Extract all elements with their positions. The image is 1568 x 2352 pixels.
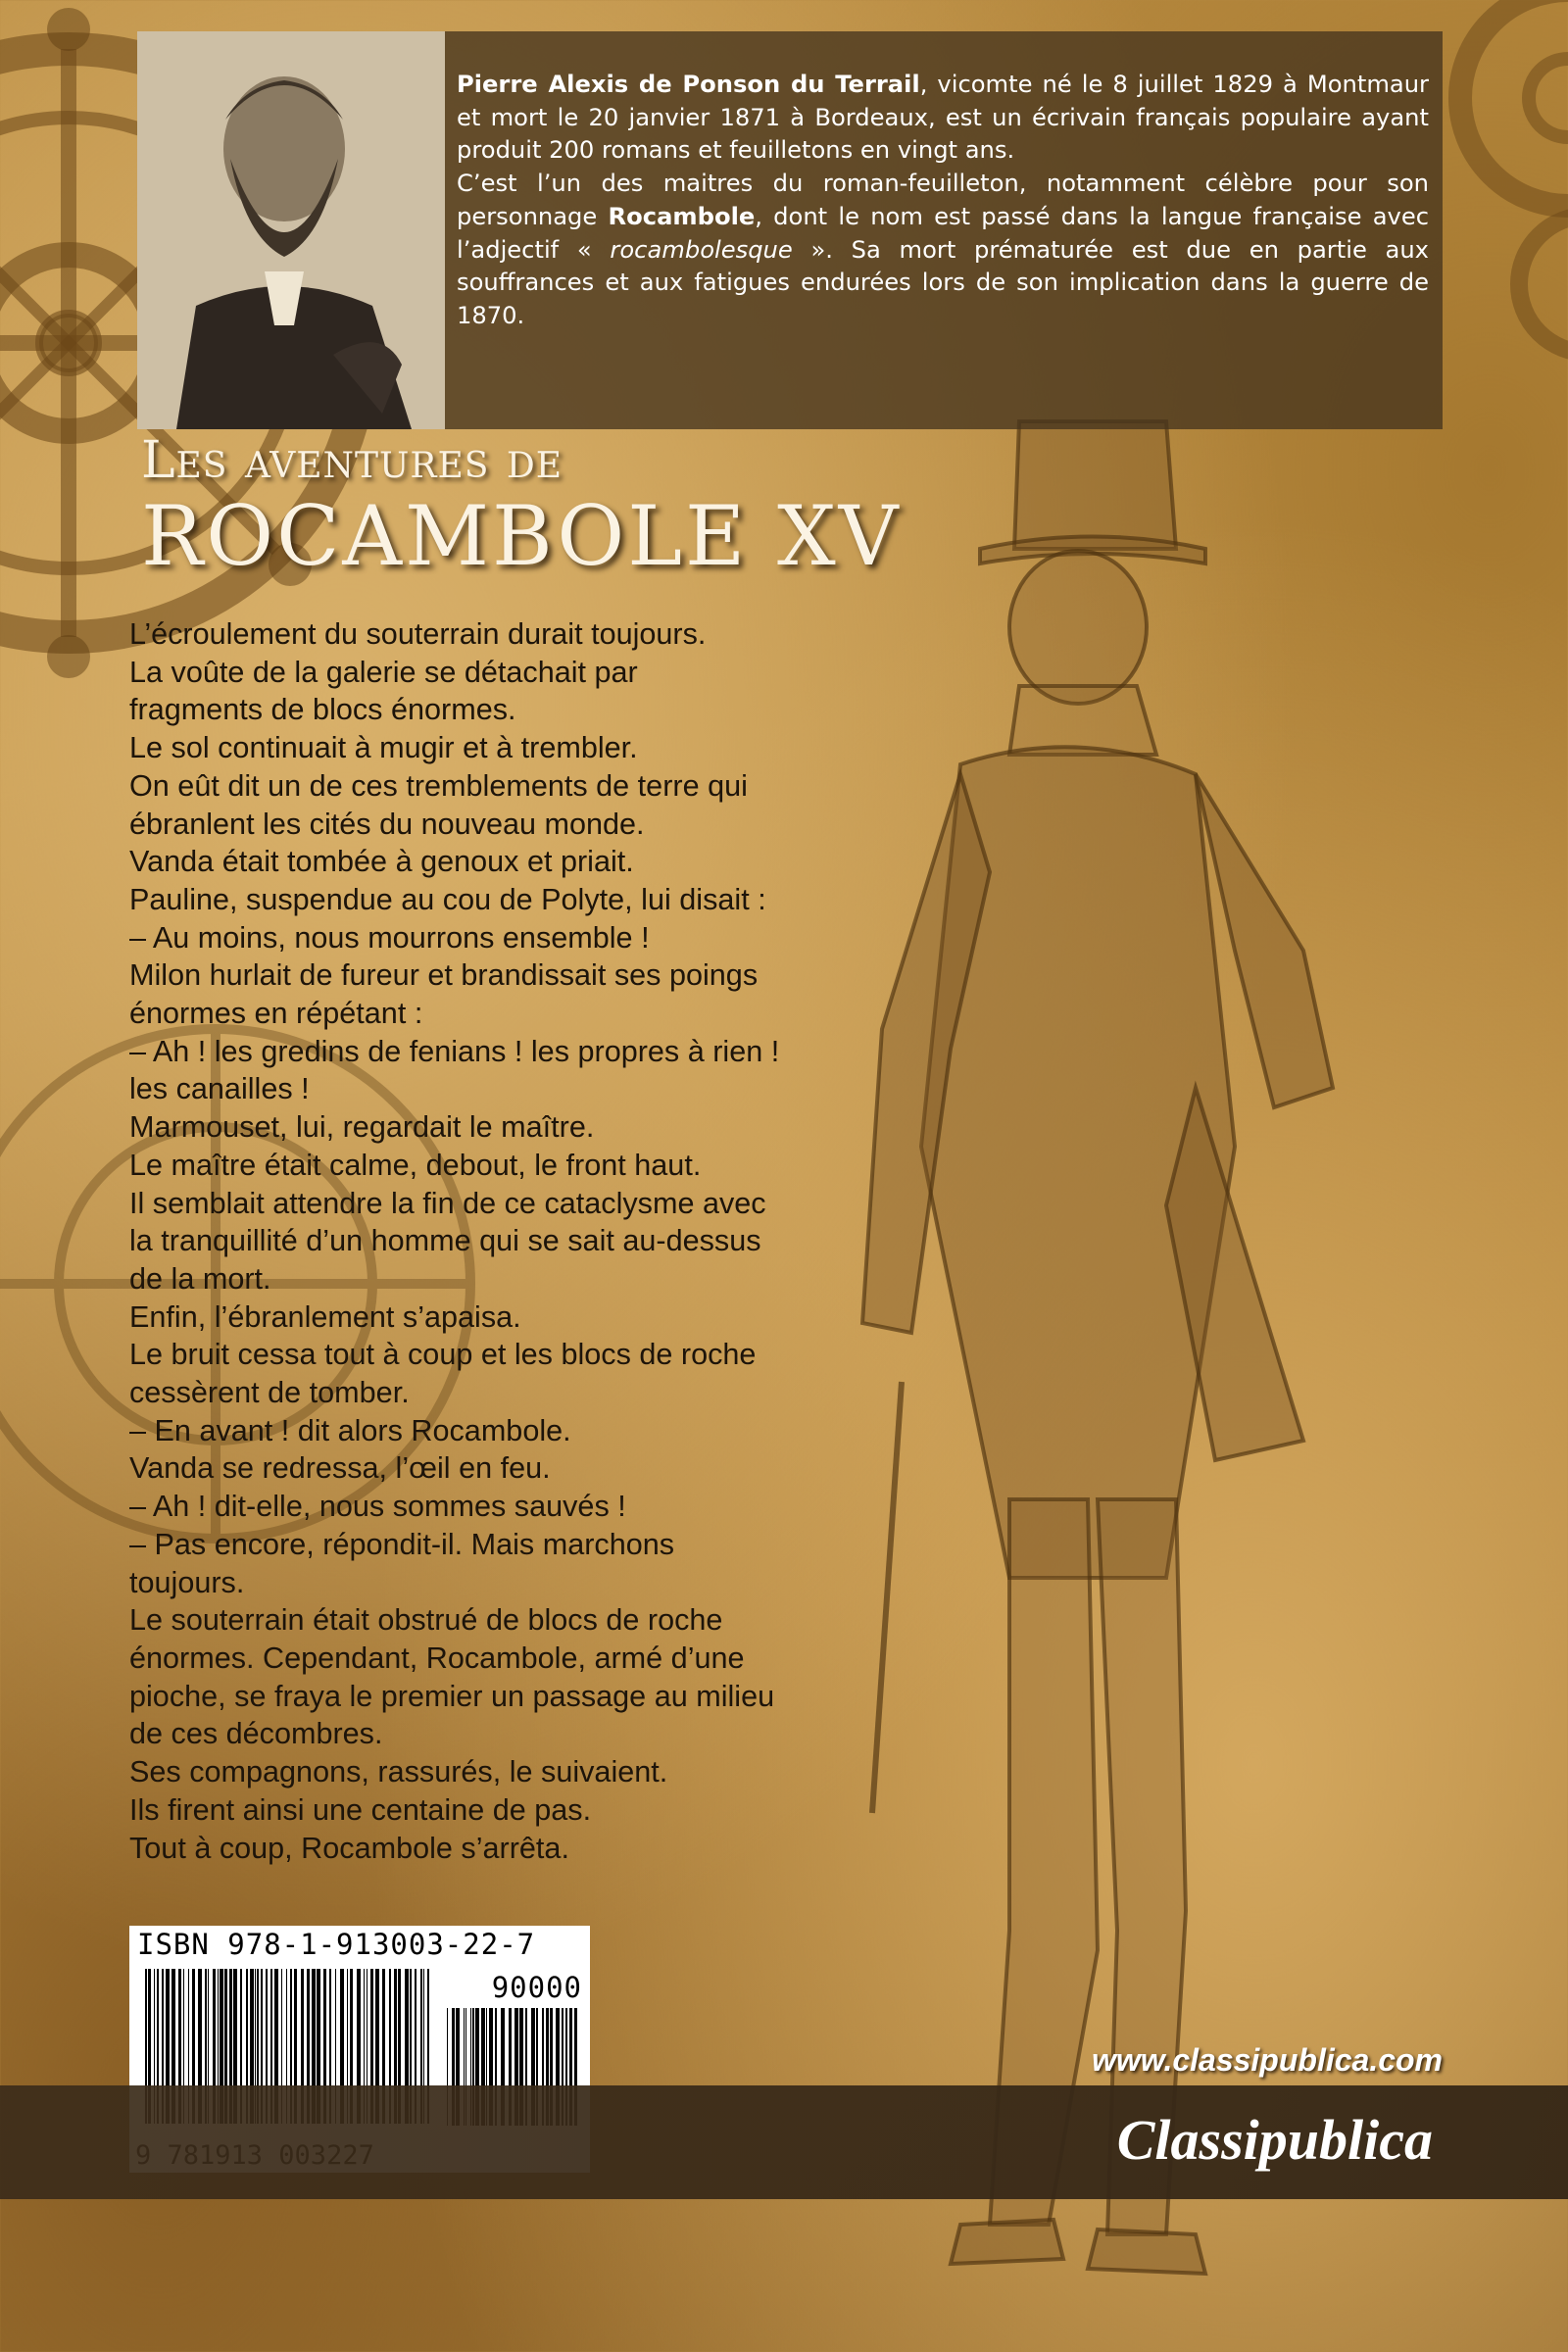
excerpt-line: Le souterrain était obstrué de blocs de roche bbox=[129, 1603, 723, 1638]
author-box bbox=[137, 31, 1443, 429]
bio-text-4: ». Sa mort prématurée est due en partie aux souffrances et aux fatigues endurées lors de son implication dans la guerre de 1870. bbox=[457, 235, 1429, 329]
author-name: Pierre Alexis de Ponson du Terrail bbox=[457, 71, 920, 98]
excerpt-line: – Pas encore, répondit-il. Mais marchons bbox=[129, 1527, 675, 1561]
excerpt-line: – Au moins, nous mourrons ensemble ! bbox=[129, 920, 650, 955]
excerpt-line: énormes en répétant : bbox=[129, 997, 423, 1031]
excerpt-line: Vanda se redressa, l’œil en feu. bbox=[129, 1451, 551, 1486]
book-excerpt bbox=[129, 615, 835, 1867]
author-portrait bbox=[137, 31, 445, 429]
excerpt-line: – En avant ! dit alors Rocambole. bbox=[129, 1413, 571, 1447]
isbn-number: ISBN 978-1-913003-22-7 bbox=[137, 1928, 536, 1961]
excerpt-line: Le bruit cessa tout à coup et les blocs de roche bbox=[129, 1338, 757, 1372]
excerpt-line: – Ah ! les gredins de fenians ! les propres à rien ! bbox=[129, 1034, 780, 1068]
excerpt-line: Ils firent ainsi une centaine de pas. bbox=[129, 1792, 592, 1827]
bio-text-2: C’est l’un des maitres du roman-feuilleton, notamment célèbre pour son personnage bbox=[457, 170, 1429, 230]
book-title bbox=[141, 431, 901, 584]
excerpt-line: Enfin, l’ébranlement s’apaisa. bbox=[129, 1299, 521, 1334]
excerpt-line: Milon hurlait de fureur et brandissait ses poings bbox=[129, 958, 759, 993]
excerpt-line: de ces décombres. bbox=[129, 1717, 383, 1751]
title-series: Les aventures de bbox=[141, 431, 564, 490]
excerpt-line: Le sol continuait à mugir et à trembler. bbox=[129, 731, 638, 765]
publisher-website: www.classipublica.com bbox=[1091, 2042, 1443, 2078]
publisher-logo: Classipublica bbox=[1116, 2108, 1433, 2172]
excerpt-line: la tranquillité d’un homme qui se sait au-dessus bbox=[129, 1224, 761, 1258]
excerpt-line: Ses compagnons, rassurés, le suivaient. bbox=[129, 1755, 668, 1789]
excerpt-line: les canailles ! bbox=[129, 1072, 310, 1106]
excerpt-line: Il semblait attendre la fin de ce cataclysme avec bbox=[129, 1186, 766, 1220]
excerpt-line: On eût dit un de ces tremblements de terre qui bbox=[129, 768, 748, 803]
excerpt-line: Tout à coup, Rocambole s’arrêta. bbox=[129, 1831, 569, 1865]
excerpt-line: – Ah ! dit-elle, nous sommes sauvés ! bbox=[129, 1490, 626, 1524]
bio-text-3: , dont le nom est passé dans la langue française avec l’adjectif « bbox=[457, 202, 1430, 264]
price-code: 90000 bbox=[491, 1971, 582, 2004]
author-bio bbox=[457, 69, 1429, 333]
title-volume: ROCAMBOLE XV bbox=[141, 488, 902, 584]
bio-adjective: rocambolesque bbox=[610, 235, 793, 264]
excerpt-line: La voûte de la galerie se détachait par bbox=[129, 655, 638, 689]
excerpt-line: Vanda était tombée à genoux et priait. bbox=[129, 845, 634, 879]
excerpt-line: Pauline, suspendue au cou de Polyte, lui disait : bbox=[129, 882, 766, 916]
excerpt-line: pioche, se fraya le premier un passage au milieu bbox=[129, 1679, 775, 1713]
excerpt-line: énormes. Cependant, Rocambole, armé d’une bbox=[129, 1641, 745, 1675]
excerpt-line: fragments de blocs énormes. bbox=[129, 693, 516, 727]
hero-name: Rocambole bbox=[608, 202, 756, 230]
excerpt-line: toujours. bbox=[129, 1565, 245, 1599]
excerpt-line: de la mort. bbox=[129, 1261, 271, 1296]
excerpt-line: Marmouset, lui, regardait le maître. bbox=[129, 1110, 595, 1145]
bio-text-1: , vicomte né le 8 juillet 1829 à Montmaur et mort le 20 janvier 1871 à Bordeaux, est un écrivain français populaire ayant produit 200 romans et feuilletons en vingt ans. bbox=[457, 71, 1429, 165]
excerpt-line: L’écroulement du souterrain durait toujours. bbox=[129, 617, 707, 651]
excerpt-line: ébranlent les cités du nouveau monde. bbox=[129, 807, 645, 841]
author-portrait-image bbox=[137, 31, 445, 429]
excerpt-line: Le maître était calme, debout, le front haut. bbox=[129, 1148, 702, 1182]
excerpt-line: cessèrent de tomber. bbox=[129, 1376, 410, 1410]
